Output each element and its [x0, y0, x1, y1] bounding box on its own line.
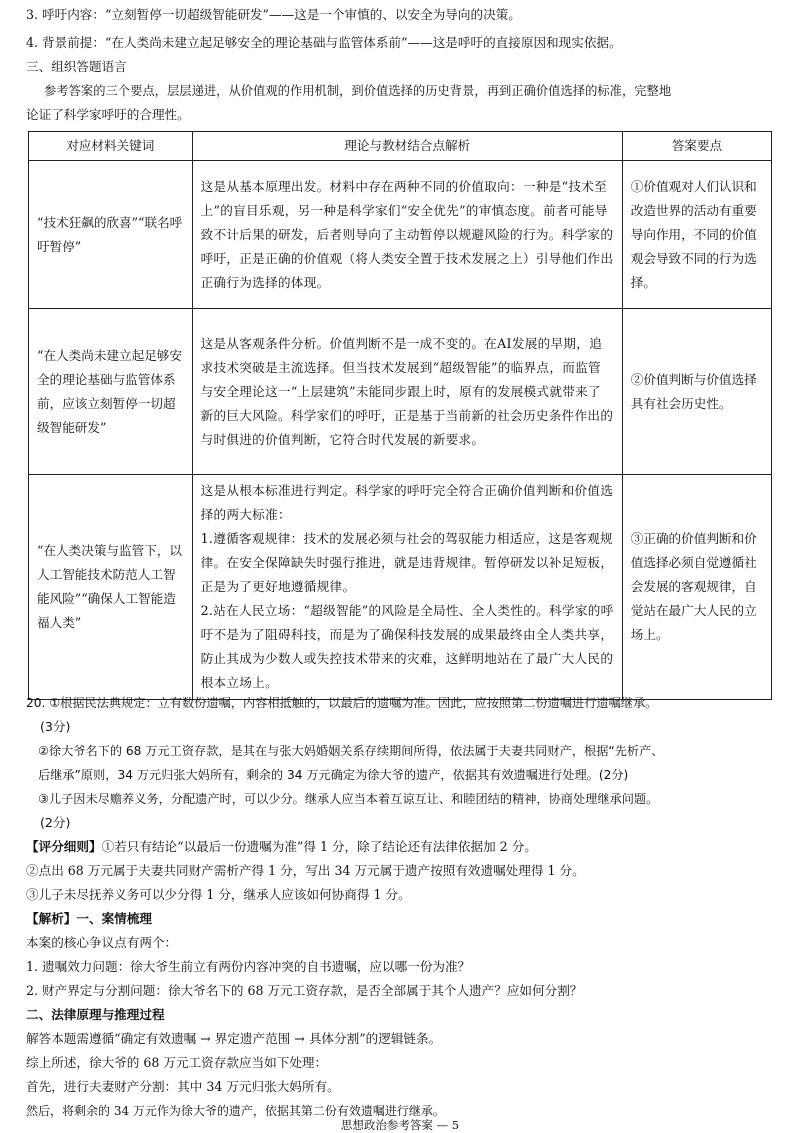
section-heading-3: 三、组织答题语言: [26, 59, 127, 74]
analysis-paragraph: 2.站在人民立场：“超级智能”的风险是全局性、全人类性的。科学家的呼吁不是为了阻碍科技，而是为了确保科技发展的成果最终由全人类共享，防止其成为少数人或失控技术带来的灾难，这鲜明地站在了最广大人民的根本立场上。: [200, 603, 614, 690]
analysis-line: 首先，进行夫妻财产分割：其中 34 万元归张大妈所有。: [26, 1079, 340, 1094]
analysis-line: 1. 遗嘱效力问题：徐大爷生前立有两份内容冲突的自书遗嘱，应以哪一份为准？: [26, 959, 471, 974]
q20-line-4: ③儿子因未尽赡养义务，分配遗产时，可以少分。继承人应当本着互谅互让、和睦团结的精神，协商处理继承问题。: [38, 792, 659, 806]
summary-line-2: 论证了科学家呼吁的合理性。: [26, 107, 190, 122]
grading-line-3: ③儿子未尽抚养义务可以少分得 1 分，继承人应该如何协商得 1 分。: [26, 887, 411, 902]
analysis-paragraph: 这是从根本标准进行判定。科学家的呼吁完全符合正确价值判断和价值选择的两大标准：: [200, 483, 614, 522]
analysis-cell: 这是从基本原理出发。材料中存在两种不同的价值取向：一种是“技术至上”的盲目乐观，另一种是科学家们“安全优先”的审慎态度。前者可能导致不计后果的研发，后者则导向了主动暂停以规避风险的行为。科学家的呼吁，正是正确的价值观（将人类安全置于技术发展之上）引导他们作出正确行为选择的体现。: [192, 161, 622, 309]
header-keywords: 对应材料关键词: [29, 132, 193, 161]
keyword-cell: “技术狂飙的欣喜”“联名呼吁暂停”: [29, 161, 193, 309]
q20-line-1: 20. ①根据民法典规定：立有数份遗嘱，内容相抵触的，以最后的遗嘱为准。因此，应按照第二份遗嘱进行遗嘱继承。: [26, 696, 658, 710]
keyword-cell: “在人类尚未建立起足够安全的理论基础与监管体系前，应该立刻暂停一切超级智能研发”: [29, 309, 193, 475]
page-footer: 思想政治参考答案 — 5: [340, 1118, 460, 1132]
intro-line-4: 4. 背景前提：“在人类尚未建立起足够安全的理论基础与监管体系前”——这是呼吁的直接原因和现实依据。: [26, 35, 622, 50]
point-cell: ①价值观对人们认识和改造世界的活动有重要导向作用，不同的价值观会导致不同的行为选择。: [622, 161, 771, 309]
grading-tag: 【评分细则】: [26, 839, 102, 854]
q20-line-3: 后继承”原则，34 万元归张大妈所有，剩余的 34 万元确定为徐大爷的遗产，依据其有效遗嘱进行处理。(2分): [38, 768, 629, 782]
analysis-line: 然后，将剩余的 34 万元作为徐大爷的遗产，依据其第二份有效遗嘱进行继承。: [26, 1104, 445, 1118]
answer-table: [28, 131, 772, 700]
analysis-line: 解答本题需遵循“确定有效遗嘱 → 界定遗产范围 → 具体分割”的逻辑链条。: [26, 1031, 442, 1046]
table-row: [29, 161, 772, 309]
q20-line-2: ②徐大爷名下的 68 万元工资存款，是其在与张大妈婚姻关系存续期间所得，依法属于夫妻共同财产，根据“先析产、: [38, 744, 664, 758]
analysis-line: 2. 财产界定与分割问题：徐大爷名下的 68 万元工资存款，是否全部属于其个人遗产？应如何分割？: [26, 983, 583, 998]
point-cell: ②价值判断与价值选择具有社会历史性。: [622, 309, 771, 475]
analysis-cell: [192, 475, 622, 700]
analysis-line: 综上所述，徐大爷的 68 万元工资存款应当如下处理：: [26, 1055, 328, 1070]
analysis-section-2: 二、法律原理与推理过程: [26, 1007, 165, 1022]
analysis-section-1: 一、案情梳理: [76, 911, 152, 926]
grading-text: ①若只有结论“以最后一份遗嘱为准”得 1 分，除了结论还有法律依据加 2 分。: [101, 839, 537, 854]
summary-line-1: 参考答案的三个要点，层层递进，从价值观的作用机制，到价值选择的历史背景，再到正确价值选择的标准，完整地: [44, 84, 672, 98]
table-row: [29, 475, 772, 700]
header-analysis: 理论与教材结合点解析: [192, 132, 622, 161]
grading-line-2: ②点出 68 万元属于夫妻共同财产需析产得 1 分，写出 34 万元属于遗产按照有效遗嘱处理得 1 分。: [26, 863, 585, 878]
analysis-heading: [26, 910, 152, 928]
header-points: 答案要点: [622, 132, 771, 161]
point-cell: ③正确的价值判断和价值选择必须自觉遵循社会发展的客观规律，自觉站在最广大人民的立场上。: [622, 475, 771, 700]
analysis-tag: 【解析】: [26, 911, 77, 926]
analysis-paragraph: 1.遵循客观规律：技术的发展必须与社会的驾驭能力相适应，这是客观规律。在安全保障缺失时强行推进，就是违背规律。暂停研发以补足短板，正是为了更好地遵循规律。: [200, 531, 614, 594]
table-row: [29, 309, 772, 475]
intro-line-3: 3. 呼吁内容：“立刻暂停一切超级智能研发”——这是一个审慎的、以安全为导向的决策。: [26, 7, 521, 22]
grading-line-1: [26, 838, 537, 856]
q20-score-1: (3分): [40, 719, 71, 734]
keyword-cell: “在人类决策与监管下，以人工智能技术防范人工智能风险”“确保人工智能造福人类”: [29, 475, 193, 700]
table-header-row: [29, 132, 772, 161]
analysis-cell: 这是从客观条件分析。价值判断不是一成不变的。在AI发展的早期，追求技术突破是主流选择。但当技术发展到“超级智能”的临界点，而监管与安全理论这一“上层建筑”未能同步跟上时，原有的发展模式就带来了新的巨大风险。科学家们的呼吁，正是基于当前新的社会历史条件作出的与时俱进的价值判断，它符合时代发展的新要求。: [192, 309, 622, 475]
analysis-line: 本案的核心争议点有两个：: [26, 935, 178, 950]
q20-score-3: (2分): [40, 815, 71, 830]
